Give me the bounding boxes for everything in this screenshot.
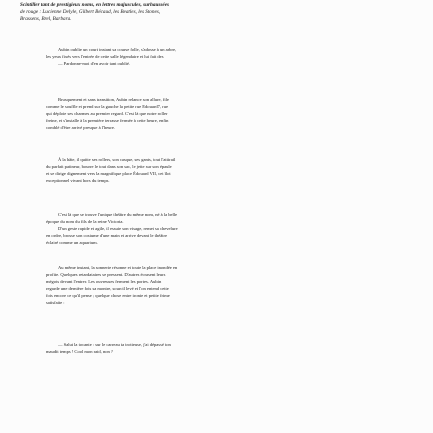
text-line: C'est là que se trouve l'unique théâtre du même nom, né à la belle — [58, 212, 178, 217]
text-line: mégots devant l'entrer. Les ouvreuses ferment les portes. Aubin — [46, 279, 162, 285]
text-line: qui déploie ses charmes au premier regard. C'est là que notre roller — [46, 111, 168, 117]
text-line: satisfaite : — [46, 300, 65, 306]
text-line: — Salut la tocante : sur le carreau ta trotteuse, j'ai dépassé ton — [58, 342, 171, 347]
text-line: comme le souffle et prend sur la gauche la petite rue Edouard7, rue — [46, 104, 169, 110]
text-line: regarde une dernière fois sa montre, sourcil levé et l'on entend cette — [46, 286, 169, 292]
paragraph-4 — [46, 211, 421, 246]
text-line: À la hâte, il quitte ses rollers, son casque, ses gants, tout l'attirail — [58, 157, 176, 162]
paragraph-5 — [46, 264, 421, 306]
text-line: et se dirige dignement vers la magnifique place Édouard VII, cet îlot — [46, 171, 171, 177]
paragraph-6 — [46, 341, 421, 355]
text-line: Brusquement et sans transition, Aubin relance son allure, file — [58, 97, 169, 102]
paragraph-2 — [46, 96, 421, 131]
text-line: profite. Quelques retardataires se pressent. D'autres écrasent leurs — [46, 272, 166, 278]
text-line: maudit temps ! Cool mon raid, non ? — [46, 349, 113, 355]
paragraph-3 — [46, 156, 421, 184]
text-line: D'un geste rapide et agile, il essuie son visage, remet sa chevelure — [58, 226, 178, 232]
text-line: exceptionnel vivant hors du temps. — [46, 178, 110, 184]
text-line: les yeux fixés vers l'entrée de cette salle légendaire et lui fait des — [46, 54, 164, 60]
text-line: du parfait patineur, bourre le tout dans son sac, le jette sur son épaule — [46, 164, 172, 170]
header-line-2: de rouge : Lucienne Delyle, Gilbert Bécaud, les Beatles, les Stones, — [20, 9, 161, 16]
text-line: — Pardonne-moi d'en avoir tant oublié. — [58, 61, 131, 67]
header-line-3: Brassens, Brel, Barbara. — [20, 16, 72, 23]
text-line: époque du nom du fils de la reine Victoria. — [46, 219, 124, 225]
text-line: en ordre, brosse son costume d'une main et arrive devant le théâtre — [46, 233, 168, 239]
text-line: comblé d'être arrivé presque à l'heure. — [46, 125, 116, 131]
header-line-1: Scintiller tant de prestigieux noms, en lettres majuscules, surhaussées — [20, 2, 170, 8]
text-line: Au même instant, la sonnerie résonne et toute la place inondée en — [58, 265, 178, 270]
text-line: freine, et s'installe à la première terrasse fermée à cette heure, enfin — [46, 118, 169, 124]
paragraph-1 — [46, 46, 421, 67]
text-line: éclairé comme un aquarium. — [46, 240, 98, 246]
text-line: fois encore ce qu'il pense ; quelque chose entre ironie et petite frime — [46, 293, 170, 299]
text-line: Aubin oublie un court instant sa course folle, s'adosse à un arbre, — [58, 47, 177, 52]
